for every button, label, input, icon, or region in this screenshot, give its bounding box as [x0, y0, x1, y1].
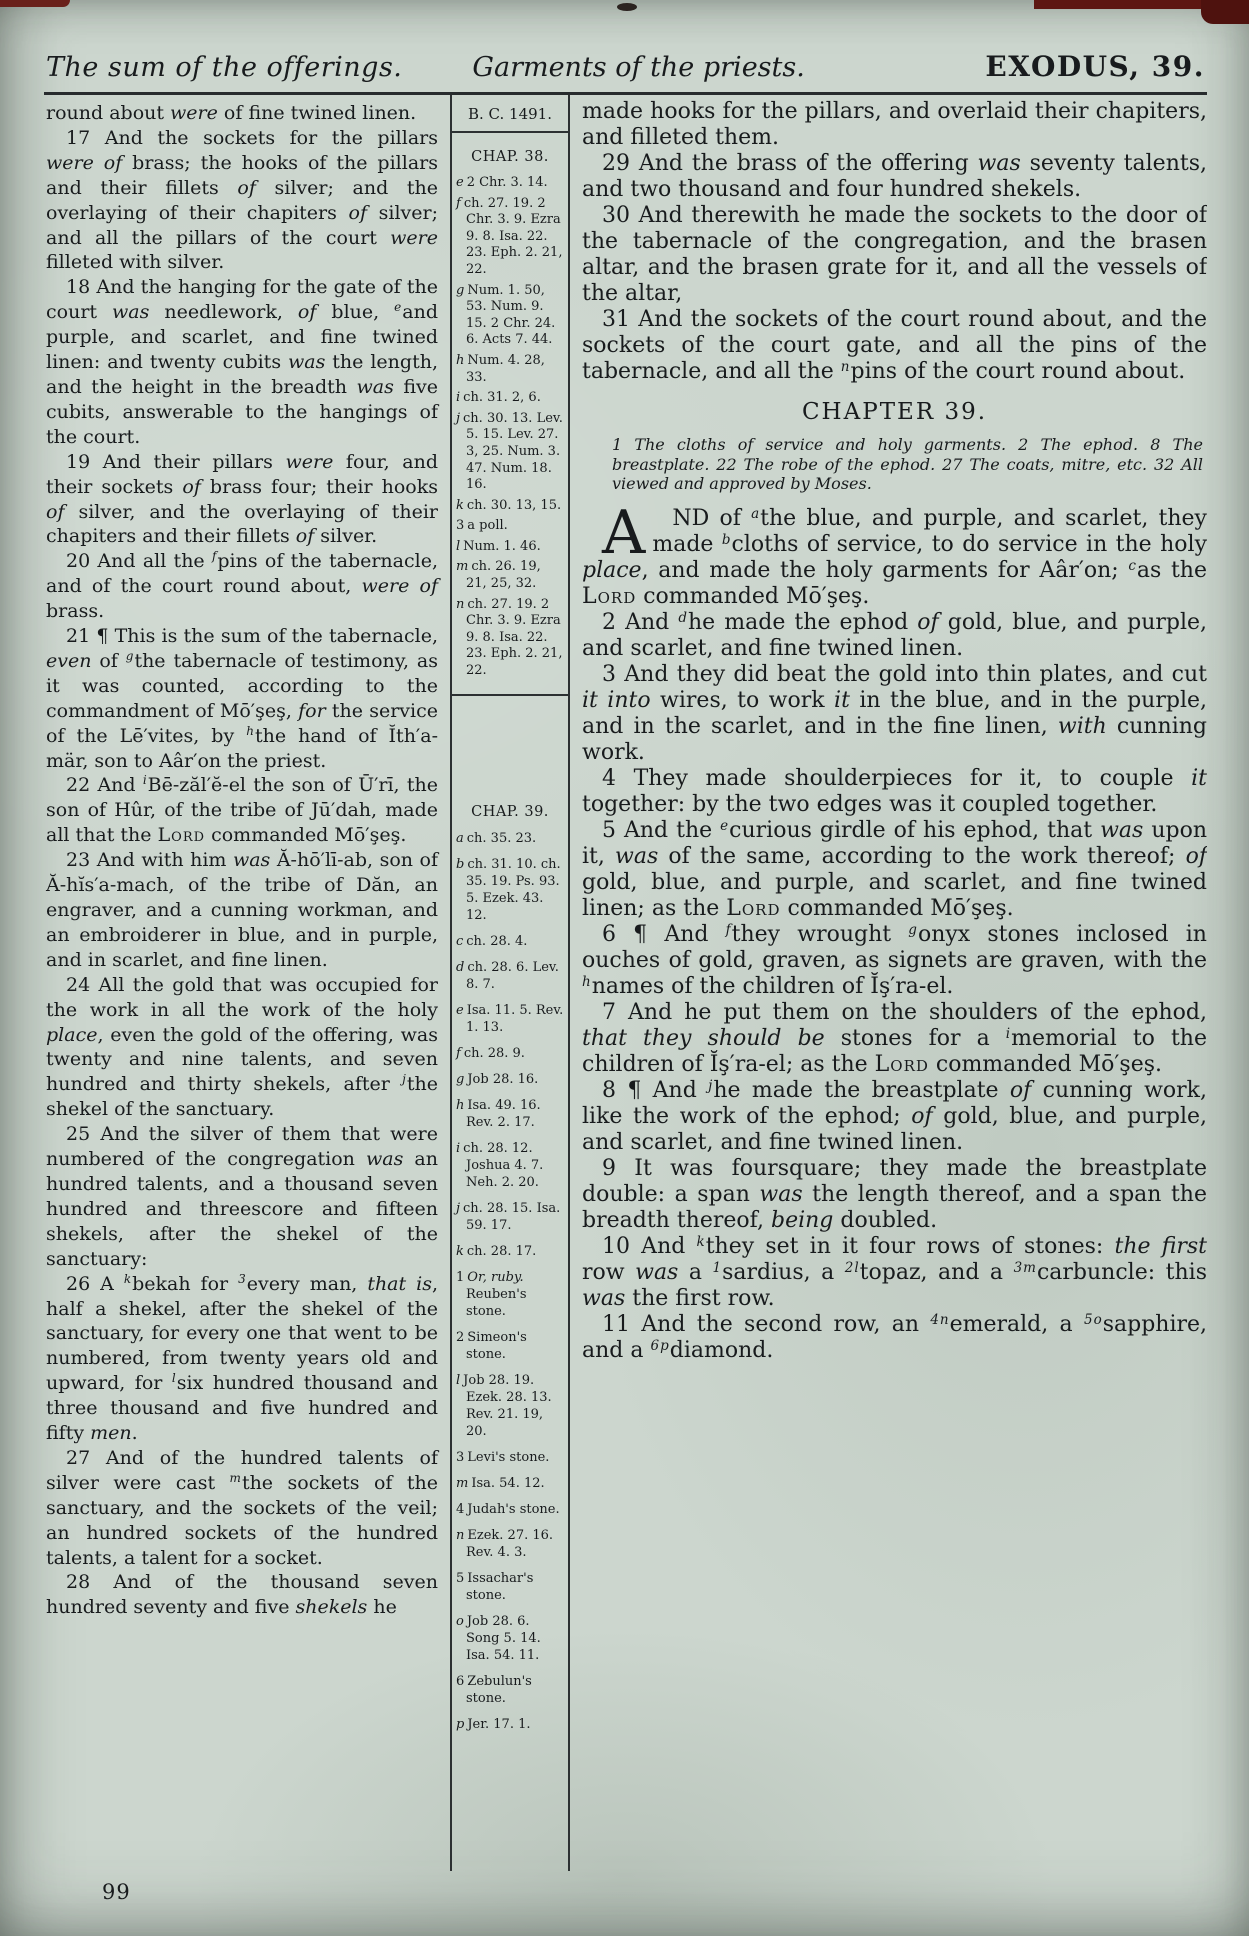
reference-key: h: [456, 1097, 465, 1113]
cross-reference-entry: o Job 28. 6. Song 5. 14. Isa. 54. 11.: [456, 1613, 541, 1663]
cross-reference-entry: m ch. 26. 19, 21, 25, 32.: [456, 559, 541, 592]
cross-reference-entry: 3 Levi's stone.: [456, 1449, 550, 1465]
reference-key: 4: [456, 1501, 465, 1517]
reference-key: a: [456, 830, 464, 846]
cross-reference-entry: l Job 28. 19. Ezek. 28. 13. Rev. 21. 19, 20.: [456, 1372, 552, 1439]
reference-key: 6: [456, 1673, 465, 1689]
reference-key: e: [456, 1002, 464, 1018]
verse-paragraph: made hooks for the pillars, and overlaid their chapiters, and filleted them.: [582, 99, 1207, 150]
verse-paragraph: 7 And he put them on the shoulders of the ephod, that they should be stones for a $^i$memorial to the children of Ĭş′ra-el; as the Lord commanded Mō′şeş.: [582, 999, 1207, 1077]
verse-paragraph: 9 It was foursquare; they made the breastplate double: a span was the length thereof, and a span the breadth thereof, being doubled.: [582, 1155, 1207, 1233]
cross-reference-entry: e 2 Chr. 3. 14.: [456, 175, 548, 190]
drop-cap-letter: A: [602, 497, 646, 568]
reference-key: i: [456, 390, 461, 406]
cross-reference-entry: n ch. 27. 19. 2 Chr. 3. 9. Ezra 9. 8. Isa. 22. 23. Eph. 2. 21, 22.: [456, 596, 563, 679]
verse-paragraph: 2 And $^d$he made the ephod of gold, blue, and purple, and scarlet, and fine twined linen.: [582, 609, 1207, 661]
cross-reference-entry: j ch. 28. 15. Isa. 59. 17.: [456, 1200, 561, 1233]
verse-paragraph: 17 And the sockets for the pillars were of brass; the hooks of the pillars and their fillets of silver; and the overlaying of their chapiters of silver; and all the pillars of the court were filleted with silver.: [46, 126, 439, 274]
verse-paragraph: 10 And $^k$they set in it four rows of stones: the first row was a $^1$sardius, a $^{2l}$topaz, and a $^{3m}$carbuncle: this was the first row.: [582, 1233, 1207, 1311]
cross-reference-entry: n Ezek. 27. 16. Rev. 4. 3.: [456, 1527, 554, 1560]
cross-reference-entry: m Isa. 54. 12.: [456, 1475, 545, 1491]
reference-key: l: [456, 1372, 461, 1388]
cross-reference-entry: p Jer. 17. 1.: [456, 1716, 531, 1732]
verse-paragraph: 3 And they did beat the gold into thin plates, and cut it into wires, to work it in the blue, and in the purple, and in the scarlet, and in the fine linen, with cunning work.: [582, 661, 1207, 765]
cross-reference-entry: k ch. 30. 13, 15.: [456, 497, 562, 513]
cross-reference-entry: h Num. 4. 28, 33.: [456, 352, 545, 385]
reference-key: h: [456, 352, 465, 368]
reference-key: g: [456, 1071, 465, 1087]
scan-edge-mark-top-left: [0, 0, 70, 7]
reference-key: j: [456, 410, 461, 426]
verse-paragraph: 23 And with him was Ă-hō′lī-ab, son of Ă-hĭs′a-mach, of the tribe of Dăn, an engraver, and a cunning workman, and an embroiderer in blue, and in purple, and in scarlet, and fine linen.: [46, 849, 439, 971]
reference-key: n: [456, 596, 465, 612]
verse-paragraph: 8 ¶ And $^j$he made the breastplate of cunning work, like the work of the ephod; of gold, blue, and purple, and scarlet, and fine twined linen.: [582, 1077, 1207, 1155]
cross-reference-entry: 1 Or, ruby. Reuben's stone.: [456, 1269, 527, 1319]
ref-heading-chap-39: CHAP. 39.: [471, 803, 549, 820]
cross-reference-entry: f ch. 28. 9.: [456, 1045, 525, 1061]
cross-reference-column: [450, 95, 570, 1871]
running-head: [0, 0, 1249, 83]
cross-reference-entry: i ch. 31. 2, 6.: [456, 390, 541, 406]
reference-key: b: [456, 856, 465, 872]
reference-key: j: [456, 1200, 461, 1216]
verse-paragraph: 21 ¶ This is the sum of the tabernacle, even of $^g$the tabernacle of testimony, as it was counted, according to the commandment of Mō′şeş, for the service of the Lē′vites, by $^h$the hand of Ĭth′a-mär, son to Aâr′on the priest.: [46, 625, 439, 772]
cross-reference-entry: g Job 28. 16.: [456, 1071, 539, 1087]
reference-key: n: [456, 1527, 465, 1543]
cross-reference-entry: 2 Simeon's stone.: [456, 1329, 527, 1362]
cross-reference-entry: c ch. 28. 4.: [456, 933, 528, 949]
cross-reference-entry: 3 a poll.: [456, 518, 508, 534]
reference-key: e: [456, 175, 464, 190]
reference-key: i: [456, 1140, 461, 1156]
verse-paragraph: 29 And the brass of the offering was seventy talents, and two thousand and four hundred shekels.: [582, 151, 1207, 202]
cross-reference-entry: f ch. 27. 19. 2 Chr. 3. 9. Ezra 9. 8. Isa. 22. 23. Eph. 2. 21, 22.: [456, 195, 563, 277]
running-head-center: Garments of the priests.: [472, 52, 805, 83]
verse-paragraph: 5 And the $^e$curious girdle of his ephod, that was upon it, was of the same, according to the work thereof; of gold, blue, and purple, and scarlet, and fine twined linen; as the Lord commanded Mō′şeş.: [582, 817, 1207, 921]
cross-reference-entry: k ch. 28. 17.: [456, 1243, 537, 1259]
reference-key: 3: [456, 518, 465, 534]
reference-key: k: [456, 497, 464, 513]
ref-list-chap-38: [456, 175, 564, 680]
verse-paragraph: 4 They made shoulderpieces for it, to couple it together: by the two edges was it coupled together.: [582, 765, 1207, 817]
reference-key: p: [456, 1716, 465, 1732]
scan-edge-corner-top-right: [1201, 0, 1249, 24]
cross-reference-entry: b ch. 31. 10. ch. 35. 19. Ps. 93. 5. Ezek. 43. 12.: [456, 856, 561, 923]
cross-reference-entry: 6 Zebulun's stone.: [456, 1673, 532, 1706]
cross-reference-entry: 5 Issachar's stone.: [456, 1570, 534, 1603]
verse-paragraph: 18 And the hanging for the gate of the court was needlework, of blue, $^e$and purple, and scarlet, and fine twined linen: and twenty cubits was the length, and the height in the breadth was five cubits, answerable to the hangings of the court.: [46, 276, 439, 448]
reference-key: l: [456, 538, 461, 554]
cross-reference-entry: 4 Judah's stone.: [456, 1501, 560, 1517]
reference-key: m: [456, 1475, 469, 1491]
reference-key: 1: [456, 1269, 465, 1285]
reference-key: o: [456, 1613, 464, 1629]
verse-paragraph: 26 A $^k$bekah for $^3$every man, that is, half a shekel, after the shekel of the sanctuary, for every one that went to be numbered, from twenty years old and upward, for $^l$six hundred thousand and three thousand and five hundred and fifty men.: [46, 1271, 438, 1445]
page-columns: [44, 95, 1207, 1871]
running-head-book-chapter: EXODUS, 39.: [985, 50, 1205, 83]
ref-list-chap-39: [456, 830, 564, 1733]
cross-reference-entry: l Num. 1. 46.: [456, 538, 541, 554]
verse-paragraph: 11 And the second row, an $^{4n}$emerald, a $^{5o}$sapphire, and a $^{6p}$diamond.: [582, 1311, 1207, 1363]
chapter-heading: CHAPTER 39.: [801, 399, 988, 425]
verse-paragraph: 31 And the sockets of the court round about, and the sockets of the court gate, and all the pins of the tabernacle, and all the $^n$pins of the court round about.: [582, 307, 1207, 384]
reference-key: g: [456, 282, 465, 298]
verse-paragraph: 20 And all the $^f$pins of the tabernacle, and of the court round about, were of brass.: [46, 549, 438, 623]
page-number: 99: [102, 1880, 131, 1904]
right-text-column: [578, 95, 1207, 1871]
chapter-summary: 1 The cloths of service and holy garments. 2 The ephod. 8 The breastplate. 22 The robe of the ephod. 27 The coats, mitre, etc. 32 All viewed and approved by Moses.: [612, 435, 1204, 493]
cross-reference-entry: d ch. 28. 6. Lev. 8. 7.: [456, 959, 559, 992]
verse-paragraph: round about were of fine twined linen.: [46, 102, 417, 124]
left-text-column: [44, 95, 442, 1871]
cross-reference-entry: j ch. 30. 13. Lev. 5. 15. Lev. 27. 3, 25. Num. 3. 47. Num. 18. 16.: [456, 410, 563, 493]
cross-reference-entry: e Isa. 11. 5. Rev. 1. 13.: [456, 1002, 564, 1035]
ref-divider: [452, 694, 568, 696]
reference-key: m: [456, 559, 469, 575]
verse-paragraph: 22 And $^i$Bē-zăl′ĕ-el the son of Ū′rī, the son of Hûr, of the tribe of Jū′dah, made all that the Lord commanded Mō′şeş.: [46, 773, 438, 847]
ref-heading-chap-38: CHAP. 38.: [471, 149, 549, 165]
verse-paragraph: 27 And of the hundred talents of silver were cast $^m$the sockets of the sanctuary, and the sockets of the veil; an hundred sockets of the hundred talents, a talent for a socket.: [46, 1446, 438, 1569]
cross-reference-entry: g Num. 1. 50, 53. Num. 9. 15. 2 Chr. 24. 6. Acts 7. 44.: [456, 282, 556, 348]
cross-reference-entry: h Isa. 49. 16. Rev. 2. 17.: [456, 1097, 541, 1130]
reference-key: 2: [456, 1329, 465, 1345]
cross-reference-entry: a ch. 35. 23.: [456, 830, 537, 846]
reference-key: f: [456, 195, 461, 211]
reference-key: k: [456, 1243, 464, 1259]
reference-key: 3: [456, 1449, 465, 1465]
reference-key: 5: [456, 1570, 465, 1586]
reference-key: d: [456, 959, 465, 975]
verse-paragraph: A ND of $^a$the blue, and purple, and scarlet, they made $^b$cloths of service, to do service in the holy place, and made the holy garments for Aâr′on; $^c$as the Lord commanded Mō′şeş.: [582, 497, 1207, 609]
verse-paragraph: 24 All the gold that was occupied for the work in all the work of the holy place, even the gold of the offering, was twenty and nine talents, and seven hundred and thirty shekels, after $^j$the shekel of the sanctuary.: [46, 973, 438, 1121]
reference-key: c: [456, 933, 464, 949]
verse-paragraph: 25 And the silver of them that were numbered of the congregation was an hundred talents, and a thousand seven hundred and threescore and fifteen shekels, after the shekel of the sanctuary:: [46, 1123, 438, 1270]
verse-paragraph: 19 And their pillars were four, and their sockets of brass four; their hooks of silver, and the overlaying of their chapiters and their fillets of silver.: [46, 450, 439, 548]
verse-paragraph: 6 ¶ And $^f$they wrought $^g$onyx stones inclosed in ouches of gold, graven, as signets are graven, with the $^h$names of the children of Ĭş′ra-el.: [582, 921, 1207, 999]
verse-paragraph: 30 And therewith he made the sockets to the door of the tabernacle of the congregation, and the brasen altar, and the brasen grate for it, and all the vessels of the altar,: [582, 203, 1207, 306]
cross-reference-entry: i ch. 28. 12. Joshua 4. 7. Neh. 2. 20.: [456, 1140, 544, 1190]
verse-paragraph: 28 And of the thousand seven hundred seventy and five shekels he: [46, 1571, 438, 1619]
scan-speck: [617, 3, 637, 11]
running-head-left: The sum of the offerings.: [46, 52, 403, 83]
reference-key: f: [456, 1045, 461, 1061]
bc-date: B. C. 1491.: [452, 95, 568, 133]
